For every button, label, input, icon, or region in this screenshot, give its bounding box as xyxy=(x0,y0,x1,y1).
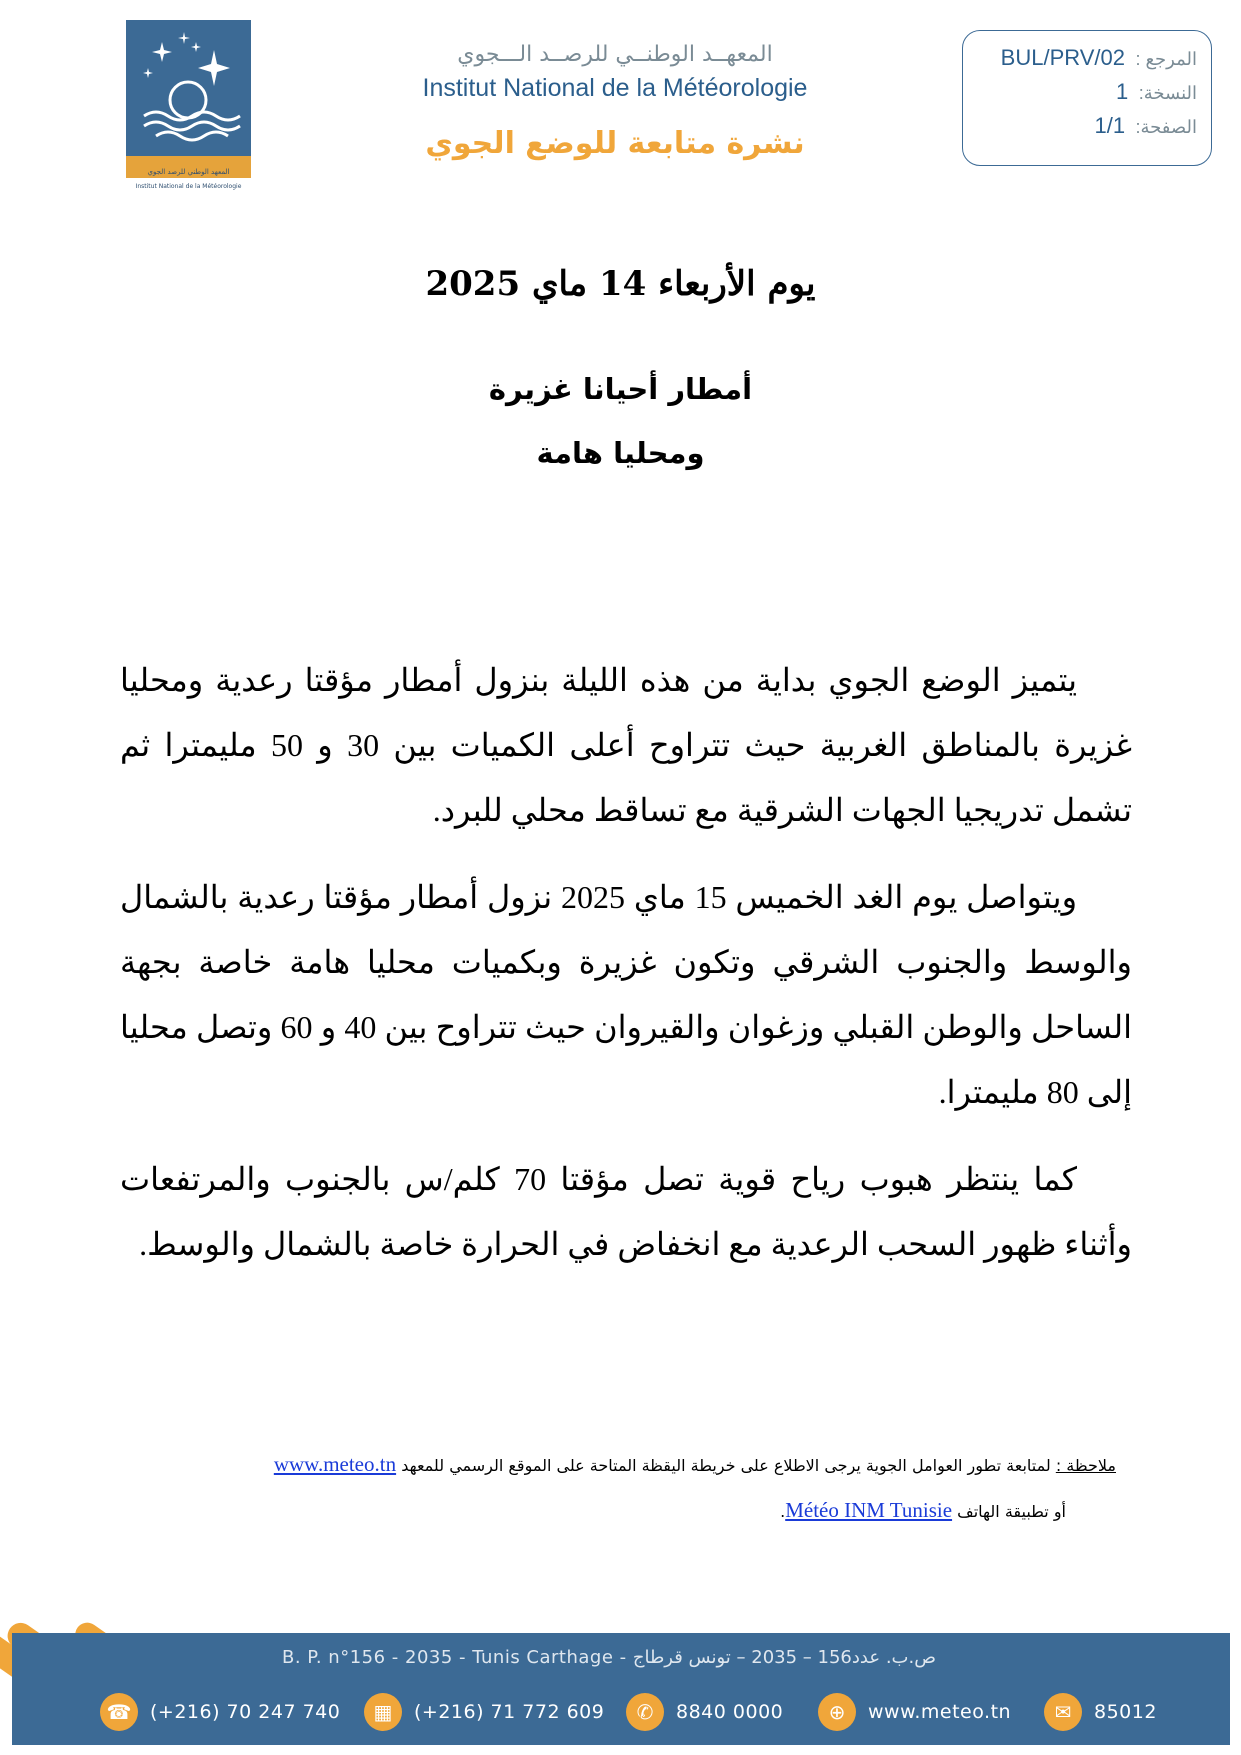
logo-emblem-icon xyxy=(126,20,251,178)
fax-icon: ▦ xyxy=(364,1693,402,1731)
paragraph-3: كما ينتظر هبوب رياح قوية تصل مؤقتا 70 كلم/س بالجنوب والمرتفعات وأثناء ظهور السحب الرعدية مع انخفاض في الحرارة خاصة بالشمال والوسط. xyxy=(120,1161,1132,1262)
website-link[interactable]: www.meteo.tn xyxy=(273,1452,397,1476)
contact-value: www.meteo.tn xyxy=(868,1701,1012,1723)
version-value: 1 xyxy=(1116,79,1129,104)
logo-caption-fr: Institut National de la Météorologie xyxy=(135,183,242,190)
paragraph-2: ويتواصل يوم الغد الخميس 15 ماي 2025 نزول أمطار مؤقتا رعدية بالشمال والوسط والجنوب الشرقي وتكون غزيرة وبكميات محليا هامة خاصة بجهة الساحل والوطن القبلي وزغوان والقيروان حيث تتراوح بين 40 و 60 وتصل محليا إلى 80 مليمترا. xyxy=(120,879,1133,1110)
contact-value: (+216) 71 772 609 xyxy=(414,1701,605,1723)
version-line xyxy=(973,79,1197,105)
app-link[interactable]: Météo INM Tunisie xyxy=(785,1498,953,1522)
headline-line-2: ومحليا هامة xyxy=(536,436,705,470)
note-end: . xyxy=(780,1502,786,1521)
call-center-icon: ✆ xyxy=(626,1693,664,1731)
contact-fax xyxy=(364,1693,604,1731)
note-line-1 xyxy=(176,1442,1116,1488)
version-label: النسخة: xyxy=(1138,83,1197,103)
bulletin-title: نشرة متابعة للوضع الجوي xyxy=(425,126,805,161)
reference-line xyxy=(973,45,1197,71)
institute-name-ar: المعهــد الوطنــي للرصــد الـــجوي xyxy=(457,42,773,67)
contact-value: 85012 xyxy=(1094,1701,1157,1723)
contact-phone xyxy=(100,1693,340,1731)
page-line xyxy=(973,113,1197,139)
page-value: 1/1 xyxy=(1094,113,1126,138)
bulletin-body xyxy=(120,648,1132,1299)
contact-website xyxy=(818,1693,1011,1731)
contact-sms xyxy=(1044,1693,1157,1731)
inm-logo xyxy=(126,20,251,190)
paragraph-1: يتميز الوضع الجوي بداية من هذه الليلة بنزول أمطار مؤقتا رعدية ومحليا غزيرة بالمناطق الغربية حيث تتراوح أعلى الكميات بين 30 و 50 مليمترا ثم تشمل تدريجيا الجهات الشرقية مع تساقط محلي للبرد. xyxy=(120,662,1133,828)
institute-name-fr: Institut National de la Météorologie xyxy=(422,74,808,102)
note-line-2 xyxy=(176,1488,1116,1534)
note-block xyxy=(176,1442,1116,1534)
reference-box xyxy=(962,30,1212,166)
globe-icon: ⊕ xyxy=(818,1693,856,1731)
contact-call-center xyxy=(626,1693,783,1731)
note-text: لمتابعة تطور العوامل الجوية يرجى الاطلاع على خريطة اليقظة المتاحة على الموقع الرسمي للمعهد xyxy=(401,1456,1051,1475)
logo-caption-ar: المعهد الوطني للرصد الجوي xyxy=(147,168,230,176)
reference-label: المرجع : xyxy=(1135,49,1197,69)
headline-line-1: أمطار أحيانا غزيرة xyxy=(488,372,753,406)
reference-value: BUL/PRV/02 xyxy=(1000,45,1125,70)
phone-icon: ☎ xyxy=(100,1693,138,1731)
date-heading: يوم الأربعاء 14 ماي 2025 xyxy=(425,264,816,304)
note-label: ملاحظة : xyxy=(1055,1456,1116,1475)
footer xyxy=(12,1595,1230,1745)
note-app-text: أو تطبيقة الهاتف xyxy=(957,1502,1066,1521)
page-label: الصفحة: xyxy=(1135,117,1197,137)
sms-icon: ✉ xyxy=(1044,1693,1082,1731)
contact-value: (+216) 70 247 740 xyxy=(150,1701,341,1723)
footer-address: B. P. n°156 - 2035 - Tunis Carthage - ص.ب. عدد156 – 2035 – تونس قرطاج xyxy=(282,1647,936,1668)
contact-value: 8840 0000 xyxy=(676,1701,784,1723)
